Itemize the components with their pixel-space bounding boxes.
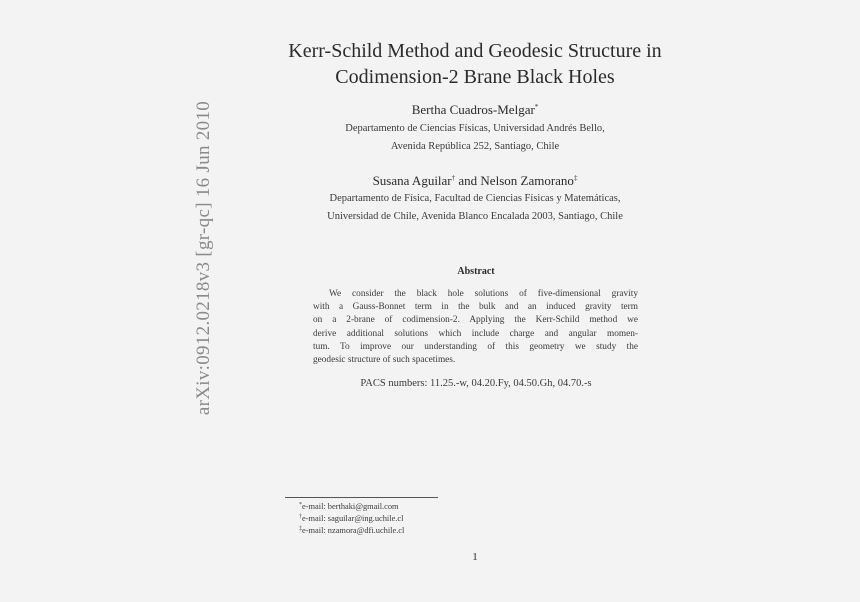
author-2 bbox=[250, 173, 700, 189]
author-1-mark: * bbox=[534, 103, 539, 111]
pacs-numbers: PACS numbers: 11.25.-w, 04.20.Fy, 04.50.Gh, 04.70.-s bbox=[360, 378, 592, 389]
affiliation-1-line-2: Avenida República 252, Santiago, Chile bbox=[390, 141, 560, 152]
abstract-line: geodesic structure of such spacetimes. bbox=[313, 355, 456, 366]
footnote-item bbox=[299, 513, 404, 525]
author-joiner: and bbox=[455, 173, 481, 188]
author-2a-mark: † bbox=[451, 174, 456, 182]
author-2-affiliation bbox=[250, 190, 700, 226]
title-line-1: Kerr-Schild Method and Geodesic Structure in bbox=[288, 40, 662, 62]
author-2b-mark: ‡ bbox=[573, 174, 578, 182]
abstract-body bbox=[313, 288, 638, 367]
abstract-line: derive additional solutions which include charge and angular momen- bbox=[313, 328, 638, 339]
author-2b-name: Nelson Zamorano bbox=[480, 173, 574, 188]
title-line-2: Codimension-2 Brane Black Holes bbox=[335, 66, 615, 88]
abstract-line: with a Gauss-Bonnet term in the bulk and an induced gravity term bbox=[313, 302, 638, 313]
footnote-item bbox=[299, 501, 404, 513]
abstract-line: on a 2-brane of codimension-2. Applying the Kerr-Schild method we bbox=[313, 315, 638, 326]
footnote-item bbox=[299, 525, 404, 537]
author-1-affiliation bbox=[250, 120, 700, 156]
footnote-text: e-mail: nzamora@dfi.uchile.cl bbox=[302, 526, 405, 535]
footnote-mark: ‡ bbox=[299, 526, 302, 532]
affiliation-1-line-1: Departamento de Ciencias Físicas, Universidad Andrés Bello, bbox=[345, 123, 605, 134]
abstract-line: tum. To improve our understanding of this geometry we study the bbox=[313, 341, 638, 352]
footnote-divider bbox=[285, 497, 438, 498]
arxiv-identifier: arXiv:0912.0218v3 [gr-qc] 16 Jun 2010 bbox=[193, 100, 214, 416]
affiliation-2-line-1: Departamento de Física, Facultad de Ciencias Físicas y Matemáticas, bbox=[329, 193, 621, 204]
footnote-mark: † bbox=[299, 514, 302, 520]
footnote-text: e-mail: saguilar@ing.uchile.cl bbox=[302, 514, 404, 523]
author-1 bbox=[250, 102, 700, 118]
paper-title bbox=[250, 38, 700, 90]
affiliation-2-line-2: Universidad de Chile, Avenida Blanco Encalada 2003, Santiago, Chile bbox=[327, 211, 623, 222]
author-2a-name: Susana Aguilar bbox=[372, 173, 452, 188]
page-number: 1 bbox=[472, 551, 478, 563]
abstract-heading: Abstract bbox=[457, 266, 495, 277]
footnote-mark: * bbox=[299, 502, 302, 508]
footnote-text: e-mail: berthaki@gmail.com bbox=[302, 502, 399, 511]
abstract-line: We consider the black hole solutions of five-dimensional gravity bbox=[329, 289, 638, 299]
footnotes bbox=[299, 501, 404, 537]
author-1-name: Bertha Cuadros-Melgar bbox=[411, 102, 535, 117]
